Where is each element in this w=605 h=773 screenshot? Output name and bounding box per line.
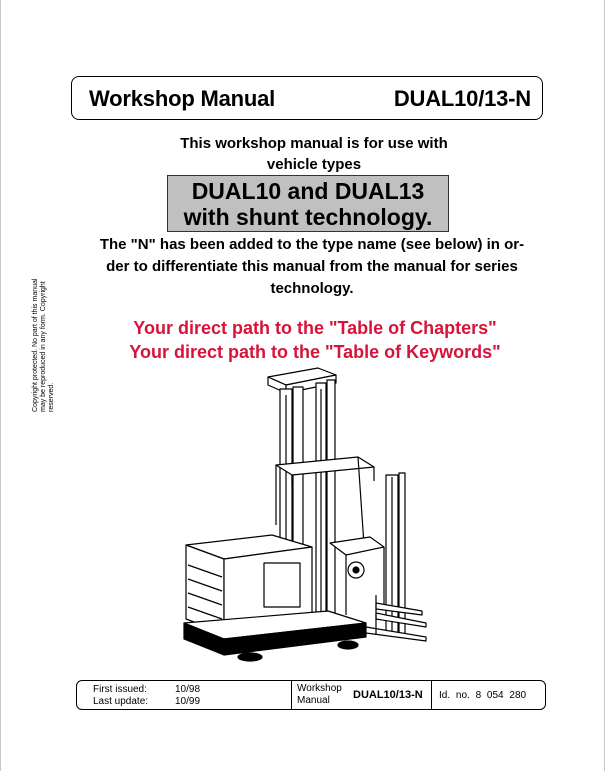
copyright-line-1: Copyright protected. No part of this manual <box>32 278 39 412</box>
naming-note-line-1: The "N" has been added to the type name (see below) in or- <box>99 236 525 253</box>
footer-workshop-label: Workshop <box>297 683 342 694</box>
naming-note-line-3: technology. <box>270 280 354 297</box>
table-of-chapters-link[interactable]: Your direct path to the "Table of Chapters" <box>133 318 497 338</box>
vehicle-types-box <box>167 175 449 232</box>
first-issued-label: First issued: <box>93 684 147 695</box>
last-update-value: 10/99 <box>175 696 201 707</box>
naming-note-line-2: der to differentiate this manual from the manual for series <box>106 258 518 275</box>
intro-line-1: This workshop manual is for use with <box>180 135 448 152</box>
footer-id-number: Id. no. 8 054 280 <box>439 690 527 701</box>
last-update-label: Last update: <box>93 696 149 707</box>
naming-note <box>82 234 542 300</box>
footer-model: DUAL10/13-N <box>353 689 423 701</box>
footer-divider-1 <box>291 681 292 709</box>
vehicle-types-line-2: with shunt technology. <box>183 204 433 230</box>
footer-info-box <box>76 680 546 710</box>
vehicle-types-line-1: DUAL10 and DUAL13 <box>191 178 425 204</box>
manual-model: DUAL10/13-N <box>393 86 531 111</box>
copyright-line-2: may be reproduced in any form. Copyright <box>40 281 47 412</box>
manual-title: Workshop Manual <box>89 86 276 111</box>
footer-divider-2 <box>431 681 432 709</box>
first-issued-value: 10/98 <box>175 684 201 695</box>
intro-line-2: vehicle types <box>266 156 362 173</box>
copyright-line-3: reserved. <box>48 382 55 412</box>
table-of-keywords-link[interactable]: Your direct path to the "Table of Keywords" <box>129 342 501 362</box>
forklift-illustration <box>180 365 430 665</box>
footer-manual-label: Manual <box>297 695 330 706</box>
copyright-notice <box>32 262 70 412</box>
title-box <box>71 76 543 120</box>
